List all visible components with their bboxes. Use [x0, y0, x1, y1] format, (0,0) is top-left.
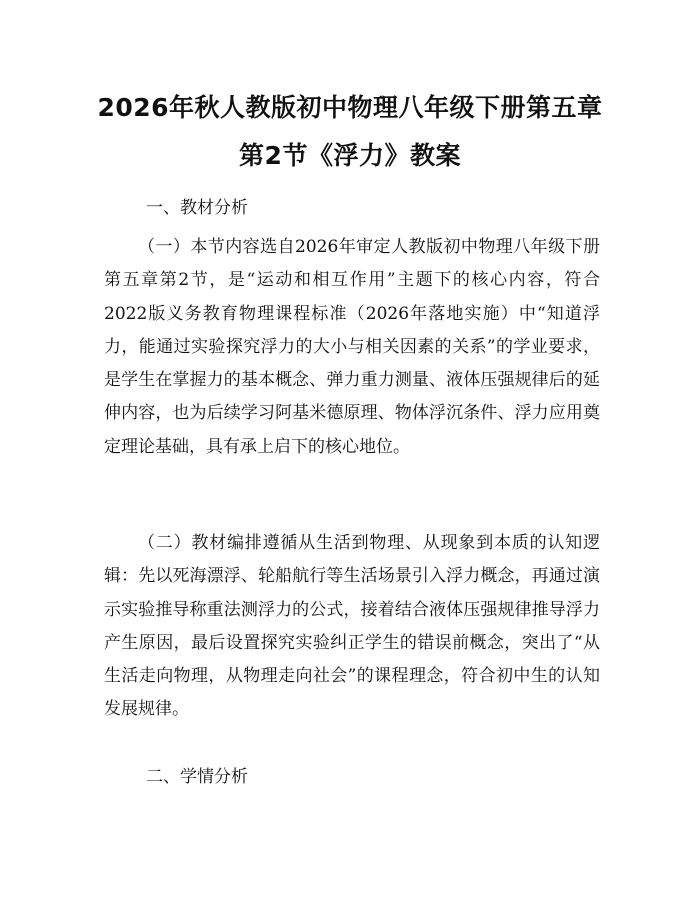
section-heading-textbook-analysis: 一、教材分析: [146, 198, 248, 218]
document-title-line1: 2026年秋人教版初中物理八年级下册第五章: [97, 93, 603, 122]
paragraph-textbook-structure: （二）教材编排遵循从生活到物理、从现象到本质的认知逻辑：先以死海漂浮、轮船航行等生活场景引入浮力概念，再通过演示实验推导称重法测浮力的公式，接着结合液体压强规律推导浮力产生原因，最后设置探究实验纠正学生的错误前概念，突出了“从生活走向物理，从物理走向社会”的课程理念，符合初中生的认知发展规律。: [104, 533, 600, 720]
paragraph-content-source: （一）本节内容选自2026年审定人教版初中物理八年级下册第五章第2节，是“运动和相互作用”主题下的核心内容，符合2022版义务教育物理课程标准（2026年落地实施）中“知道浮力，能通过实验探究浮力的大小与相关因素的关系”的学业要求，是学生在掌握力的基本概念、弹力重力测量、液体压强规律后的延伸内容，也为后续学习阿基米德原理、物体浮沉条件、浮力应用奠定理论基础，具有承上启下的核心地位。: [104, 237, 600, 457]
section-heading-learner-analysis: 二、学情分析: [146, 767, 248, 787]
document-title-line2: 第2节《浮力》教案: [239, 141, 461, 170]
